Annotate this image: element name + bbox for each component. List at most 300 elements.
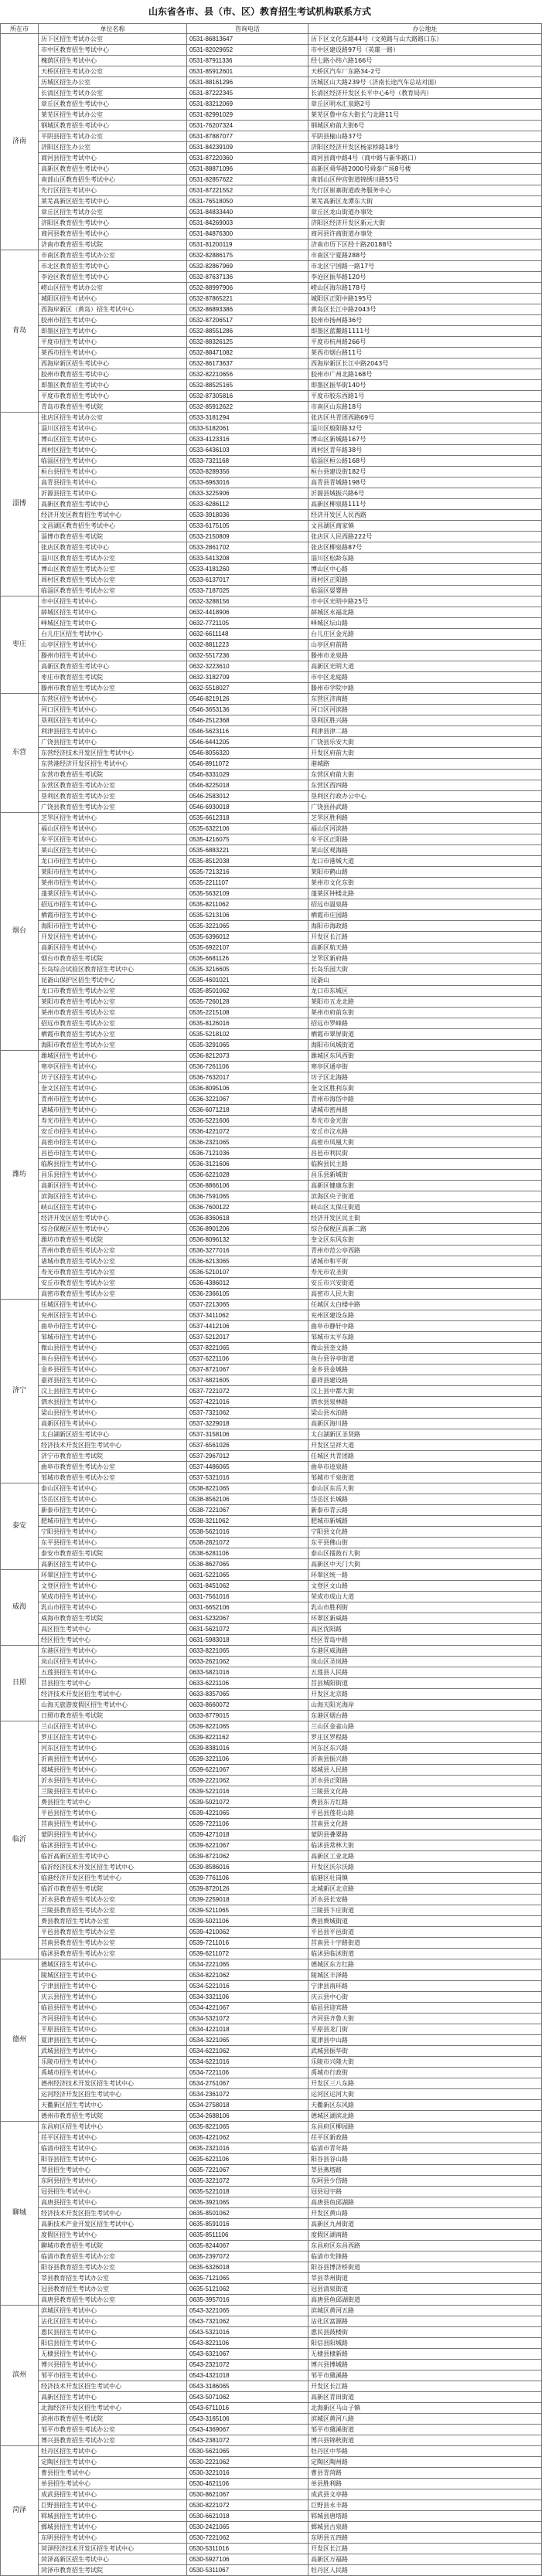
unit-name-cell: 兰陵县教育招生考试办公室 (39, 1905, 187, 1916)
address-cell: 张店区共青团西路69号 (308, 413, 542, 423)
unit-name-cell: 高新区招生考试中心 (39, 943, 187, 953)
address-cell: 周村区正阳路 (308, 575, 542, 586)
phone-cell: 0532-86173637 (187, 359, 308, 369)
phone-cell: 0537-4221016 (187, 1397, 308, 1408)
unit-name-cell: 市南区教育招生考试办公室 (39, 250, 187, 261)
table-row (1, 1776, 542, 1786)
address-cell: 莒南县文化路 (308, 1819, 542, 1830)
phone-cell: 0543-4369067 (187, 2425, 308, 2435)
phone-cell: 0537-7321062 (187, 1408, 308, 1419)
address-cell: 高新区青田街道 (308, 2392, 542, 2403)
table-row (1, 1008, 542, 1018)
table-row (1, 1505, 542, 1516)
address-cell: 青州市范公亭西路 (308, 1246, 542, 1256)
address-cell: 张店区人民西路222号 (308, 532, 542, 542)
table-row (1, 2143, 542, 2154)
phone-cell: 0538-8562106 (187, 1494, 308, 1505)
table-row (1, 1873, 542, 1884)
phone-cell: 0536-5210107 (187, 1267, 308, 1278)
phone-cell: 0635-6221106 (187, 2154, 308, 2165)
table-row (1, 1148, 542, 1159)
table-row (1, 1440, 542, 1451)
table-row (1, 553, 542, 564)
address-cell: 冠县冠宇路 (308, 2187, 542, 2197)
address-cell: 开发区北京路 (308, 1689, 542, 1700)
unit-name-cell: 昌乐县招生考试中心 (39, 1170, 187, 1181)
unit-name-cell: 枣庄市教育招生考试院 (39, 672, 187, 683)
table-row (1, 1981, 542, 1992)
phone-cell: 0543-2381072 (187, 2435, 308, 2446)
address-cell: 牡丹区中华路 (308, 2446, 542, 2457)
table-row (1, 586, 542, 596)
unit-name-cell: 滕州市教育招生考试办公室 (39, 683, 187, 694)
table-row (1, 326, 542, 337)
table-row (1, 1516, 542, 1527)
unit-name-cell: 开发区招生考试中心 (39, 932, 187, 943)
phone-cell: 0536-7632017 (187, 1072, 308, 1083)
unit-name-cell: 淄川区教育招生考试办公室 (39, 553, 187, 564)
address-cell: 鱼台县谷亭街道 (308, 1354, 542, 1364)
unit-name-cell: 诸城市教育招生考试办公室 (39, 1256, 187, 1267)
table-row (1, 1905, 542, 1916)
phone-cell: 0537-2213065 (187, 1300, 308, 1310)
table-row (1, 683, 542, 694)
phone-cell: 0531-84239109 (187, 142, 308, 153)
address-cell: 邹平市黛溪街道 (308, 2425, 542, 2435)
phone-cell: 0532-87206517 (187, 315, 308, 326)
phone-cell: 0532-82867969 (187, 261, 308, 272)
unit-name-cell: 综合保税区招生考试中心 (39, 1224, 187, 1235)
unit-name-cell: 广饶县招生考试中心 (39, 737, 187, 748)
table-row (1, 488, 542, 499)
phone-cell: 0531-86813647 (187, 34, 308, 45)
phone-cell: 0534-2221065 (187, 1959, 308, 1970)
address-cell: 任城区共青团路 (308, 1451, 542, 1462)
address-cell: 阳谷县谷山路 (308, 2154, 542, 2165)
address-cell: 曹县青菏路 (308, 2468, 542, 2479)
address-cell: 临淄区晏婴路 (308, 586, 542, 596)
address-cell: 东港区威海路 (308, 1646, 542, 1657)
phone-cell: 0539-8221162 (187, 1732, 308, 1743)
address-cell: 高区沈阳路 (308, 1624, 542, 1635)
address-cell: 广饶县乐安大街 (308, 737, 542, 748)
unit-name-cell: 天桥区招生考试办公室 (39, 66, 187, 77)
address-cell: 东港区烟台路 (308, 1711, 542, 1721)
address-cell: 高新区航天路 (308, 943, 542, 953)
phone-cell: 0532-86893386 (187, 304, 308, 315)
phone-cell: 0535-6922107 (187, 943, 308, 953)
address-cell: 莱芜区鲁中东大街长勺北路11号 (308, 110, 542, 121)
table-row (1, 1678, 542, 1689)
table-row (1, 694, 542, 705)
address-cell: 微山县奎文路 (308, 1343, 542, 1354)
address-cell: 开发区黄山路 (308, 2208, 542, 2219)
table-row (1, 2014, 542, 2024)
address-cell: 新泰市青云路 (308, 1505, 542, 1516)
unit-name-cell: 市中区招生考试中心 (39, 596, 187, 607)
unit-name-cell: 招远市招生考试中心 (39, 899, 187, 910)
table-row (1, 1786, 542, 1797)
phone-cell: 0535-7213216 (187, 867, 308, 878)
phone-cell: 0533-2150809 (187, 532, 308, 542)
page-title: 山东省各市、县（市、区）教育招生考试机构联系方式 (148, 6, 371, 17)
address-cell: 泰山区擂鼓石大街 (308, 1548, 542, 1559)
table-row (1, 1419, 542, 1429)
address-cell: 开发区三八东路 (308, 2078, 542, 2089)
phone-cell: 0530-4621106 (187, 2479, 308, 2489)
table-row (1, 1895, 542, 1905)
address-cell: 南部山区仲宫街道锦绣川路55号 (308, 175, 542, 185)
table-row (1, 2479, 542, 2489)
address-cell: 市南区宁夏路288号 (308, 250, 542, 261)
address-cell: 环翠区新威路 (308, 1613, 542, 1624)
table-row (1, 748, 542, 759)
address-cell: 东阿县少岱路 (308, 2176, 542, 2187)
address-cell: 平邑县平邑街道 (308, 1927, 542, 1938)
address-cell: 文登区文山路 (308, 1581, 542, 1592)
unit-name-cell: 经济开发区教育招生考试中心 (39, 510, 187, 521)
address-cell: 沂水县长安路 (308, 1895, 542, 1905)
table-row (1, 240, 542, 250)
table-row (1, 1429, 542, 1440)
table-row (1, 2316, 542, 2327)
address-cell: 龙口市港城大道 (308, 856, 542, 867)
unit-name-cell: 菏泽经济技术开发区招生考试中心 (39, 2544, 187, 2554)
table-row (1, 2284, 542, 2295)
table-row (1, 1992, 542, 2003)
address-cell: 阳信县阳城路 (308, 2338, 542, 2349)
table-row (1, 1711, 542, 1721)
phone-cell: 0536-5221606 (187, 1116, 308, 1127)
phone-cell: 0632-8811223 (187, 640, 308, 651)
unit-name-cell: 茌平区招生考试中心 (39, 2133, 187, 2143)
table-row (1, 2165, 542, 2176)
phone-cell: 0534-8221062 (187, 1970, 308, 1981)
address-cell: 德城区湖滨北路 (308, 2111, 542, 2122)
phone-cell: 0633-5821016 (187, 1667, 308, 1678)
address-cell: 郓城县唐塔路 (308, 2511, 542, 2522)
table-row (1, 315, 542, 326)
address-cell: 济南市历下区经十路20188号 (308, 240, 542, 250)
address-cell: 莘县莘州街道 (308, 2273, 542, 2284)
unit-name-cell: 寿光市教育招生考试办公室 (39, 1267, 187, 1278)
unit-name-cell: 阳谷县招生考试中心 (39, 2154, 187, 2165)
table-row (1, 1754, 542, 1765)
unit-name-cell: 张店区教育招生考试中心 (39, 542, 187, 553)
unit-name-cell: 临沭县教育招生考试办公室 (39, 1949, 187, 1959)
phone-cell: 0546-8219126 (187, 694, 308, 705)
phone-cell: 0635-5221018 (187, 2187, 308, 2197)
table-row (1, 2122, 542, 2133)
address-cell: 福山区河滨路 (308, 824, 542, 834)
address-cell: 济阳区经济开发区新元大街 (308, 218, 542, 229)
phone-cell: 0537-6821605 (187, 1375, 308, 1386)
address-cell: 邹城市太平东路 (308, 1332, 542, 1343)
unit-name-cell: 泰安市教育招生考试院 (39, 1548, 187, 1559)
phone-cell: 0538-3211062 (187, 1516, 308, 1527)
phone-cell: 0539-5221016 (187, 1786, 308, 1797)
phone-cell: 0635-7121065 (187, 2273, 308, 2284)
phone-cell: 0536-7591065 (187, 1191, 308, 1202)
city-cell: 威海 (1, 1570, 39, 1646)
address-cell: 任城区太白楼中路 (308, 1300, 542, 1310)
phone-cell: 0635-8591016 (187, 2219, 308, 2230)
phone-cell: 0531-84269003 (187, 218, 308, 229)
address-cell: 茌平区新政路 (308, 2133, 542, 2143)
unit-name-cell: 招远市教育招生考试办公室 (39, 1018, 187, 1029)
table-row (1, 1570, 542, 1581)
phone-cell: 0535-3221065 (187, 921, 308, 932)
address-cell: 兰陵县文化路 (308, 1786, 542, 1797)
table-row (1, 2403, 542, 2414)
unit-name-cell: 市中区教育招生考试中心 (39, 45, 187, 56)
unit-name-cell: 胶州市招生考试中心 (39, 315, 187, 326)
address-cell: 奎文区东风东街 (308, 1235, 542, 1246)
table-row (1, 272, 542, 283)
table-row (1, 2544, 542, 2554)
address-cell: 高新区舜华路2000号舜泰广场8号楼 (308, 164, 542, 175)
unit-name-cell: 德城区招生考试中心 (39, 1959, 187, 1970)
table-row (1, 250, 542, 261)
unit-name-cell: 临淄区教育招生考试办公室 (39, 586, 187, 596)
table-row (1, 2230, 542, 2241)
unit-name-cell: 山亭区招生考试中心 (39, 640, 187, 651)
address-cell: 高新区九州街道 (308, 2219, 542, 2230)
unit-name-cell: 平度市教育招生考试中心 (39, 391, 187, 402)
address-cell: 经济开发区人民西路 (308, 510, 542, 521)
address-cell: 梁山县水泊路 (308, 1408, 542, 1419)
address-cell: 陵城区丰泽路 (308, 1970, 542, 1981)
address-cell: 莘县燕塔路 (308, 2165, 542, 2176)
unit-name-cell: 泰山区招生考试中心 (39, 1483, 187, 1494)
address-cell: 垦利区行政办公中心 (308, 791, 542, 802)
unit-name-cell: 东营区教育招生考试办公室 (39, 780, 187, 791)
address-cell: 曲阜市逵泉路 (308, 1462, 542, 1473)
phone-cell: 0533-6175105 (187, 521, 308, 532)
city-cell: 枣庄 (1, 596, 39, 694)
phone-cell: 0534-5221016 (187, 1981, 308, 1992)
table-row (1, 1072, 542, 1083)
phone-cell: 0530-8621067 (187, 2489, 308, 2500)
phone-cell: 0635-2321016 (187, 2143, 308, 2154)
unit-name-cell: 历城区招生办公室 (39, 77, 187, 88)
table-row (1, 1170, 542, 1181)
table-header-row (1, 24, 542, 34)
address-cell: 岱岳区长城路 (308, 1494, 542, 1505)
table-row (1, 1451, 542, 1462)
table-row (1, 629, 542, 640)
unit-name-cell: 先行区招生考试中心 (39, 185, 187, 196)
table-row (1, 953, 542, 964)
unit-name-cell: 费县招生考试中心 (39, 1797, 187, 1808)
phone-cell: 0536-7600122 (187, 1202, 308, 1213)
unit-name-cell: 济南市教育招生考试院 (39, 240, 187, 250)
phone-cell: 0539-5021072 (187, 1797, 308, 1808)
unit-name-cell: 沂南县招生考试中心 (39, 1754, 187, 1765)
phone-cell: 0543-5071062 (187, 2392, 308, 2403)
unit-name-cell: 岱岳区招生考试中心 (39, 1494, 187, 1505)
unit-name-cell: 夏津县招生考试中心 (39, 2035, 187, 2046)
table-row (1, 1624, 542, 1635)
address-cell: 诸城市和平街 (308, 1256, 542, 1267)
table-row (1, 910, 542, 921)
address-cell: 综合保税区高新二路 (308, 1224, 542, 1235)
address-cell: 滕州市学院中路 (308, 683, 542, 694)
unit-name-cell: 博山区教育招生考试办公室 (39, 564, 187, 575)
address-cell: 高唐县鱼邱湖街道 (308, 2295, 542, 2306)
phone-cell: 0539-2221062 (187, 1776, 308, 1786)
unit-name-cell: 城阳区招生考试中心 (39, 294, 187, 304)
unit-name-cell: 高密市教育招生考试办公室 (39, 1289, 187, 1300)
table-row (1, 1386, 542, 1397)
table-row (1, 2089, 542, 2100)
address-cell: 周村区青年路38号 (308, 445, 542, 456)
unit-name-cell: 商河县教育招生考试中心 (39, 229, 187, 240)
phone-cell: 0531-82991029 (187, 110, 308, 121)
phone-cell: 0543-6711016 (187, 2403, 308, 2414)
address-cell: 度假区湖南路 (308, 2230, 542, 2241)
phone-cell: 0635-2397072 (187, 2251, 308, 2262)
phone-cell: 0537-5321016 (187, 1473, 308, 1483)
table-row (1, 1581, 542, 1592)
city-cell: 淄博 (1, 413, 39, 596)
address-cell: 武城县振华街 (308, 2046, 542, 2057)
table-row (1, 1797, 542, 1808)
address-cell: 莱西市烟台路11号 (308, 348, 542, 359)
phone-cell: 0537-3411062 (187, 1310, 308, 1321)
table-row (1, 2187, 542, 2197)
unit-name-cell: 北海经济开发区招生考试中心 (39, 2403, 187, 2414)
address-cell: 平度市杭州路266号 (308, 337, 542, 348)
phone-cell: 0532-88525165 (187, 380, 308, 391)
address-cell: 临清市先锋路 (308, 2251, 542, 2262)
phone-cell: 0535-6883221 (187, 845, 308, 856)
phone-cell: 0531-88161296 (187, 77, 308, 88)
unit-name-cell: 东昌府区招生考试中心 (39, 2122, 187, 2133)
address-cell: 金乡县金城路 (308, 1364, 542, 1375)
table-row (1, 1256, 542, 1267)
phone-cell: 0536-7121036 (187, 1148, 308, 1159)
address-cell: 黄岛区长江中路2043号 (308, 304, 542, 315)
address-cell: 平邑县莲花山路 (308, 1808, 542, 1819)
address-cell: 即墨区蓝鳌路1111号 (308, 326, 542, 337)
unit-name-cell: 高新区教育招生考试中心 (39, 499, 187, 510)
table-row (1, 542, 542, 553)
phone-cell: 0535-5632109 (187, 889, 308, 899)
unit-name-cell: 长岛综合试验区教育招生考试中心 (39, 964, 187, 975)
address-cell: 临港区壮岗镇 (308, 1873, 542, 1884)
phone-cell: 0534-6221062 (187, 2046, 308, 2057)
city-cell: 东营 (1, 694, 39, 813)
unit-name-cell: 东营港经济开发区招生考试中心 (39, 759, 187, 770)
unit-name-cell: 德州经济技术开发区招生考试中心 (39, 2078, 187, 2089)
table-row (1, 2338, 542, 2349)
address-cell: 高新区海川路 (308, 1419, 542, 1429)
address-cell: 桓台县建设街182号 (308, 467, 542, 477)
address-cell: 运河区运河大街 (308, 2089, 542, 2100)
address-cell: 坊子区北海路 (308, 1072, 542, 1083)
unit-name-cell: 东阿县招生考试中心 (39, 2176, 187, 2187)
table-row (1, 575, 542, 586)
unit-name-cell: 罗庄区招生考试中心 (39, 1732, 187, 1743)
phone-cell: 0534-3221065 (187, 2035, 308, 2046)
address-cell: 兰山区金雀山路 (308, 1721, 542, 1732)
address-cell: 东昌府区东昌西路 (308, 2241, 542, 2251)
phone-cell: 0539-5021106 (187, 1916, 308, 1927)
phone-cell: 0635-5121062 (187, 2284, 308, 2295)
unit-name-cell: 肥城市招生考试中心 (39, 1516, 187, 1527)
address-cell: 宁津县南环路 (308, 1981, 542, 1992)
table-row (1, 110, 542, 121)
unit-name-cell: 惠民县招生考试中心 (39, 2327, 187, 2338)
table-row (1, 2327, 542, 2338)
table-row (1, 705, 542, 715)
unit-name-cell: 高青县招生考试中心 (39, 477, 187, 488)
address-cell: 郯城县人民路 (308, 1765, 542, 1776)
unit-name-cell: 禹城市招生考试中心 (39, 2068, 187, 2078)
table-row (1, 661, 542, 672)
unit-name-cell: 无棣县招生考试中心 (39, 2349, 187, 2360)
unit-name-cell: 市北区教育招生考试中心 (39, 261, 187, 272)
address-cell: 博兴县博城路 (308, 2360, 542, 2370)
phone-cell: 0535-4601021 (187, 975, 308, 986)
phone-cell: 0536-6071218 (187, 1105, 308, 1116)
address-cell: 肥城市新城路 (308, 1516, 542, 1527)
city-cell: 济南 (1, 34, 39, 250)
unit-name-cell: 钢城区教育招生考试中心 (39, 121, 187, 131)
unit-name-cell: 沂水县招生考试中心 (39, 1776, 187, 1786)
table-row (1, 1559, 542, 1570)
table-row (1, 1743, 542, 1754)
table-row (1, 1062, 542, 1072)
unit-name-cell: 长清区招生考试办公室 (39, 88, 187, 99)
unit-name-cell: 博兴县教育招生考试办公室 (39, 2435, 187, 2446)
phone-cell: 0533-7187025 (187, 586, 308, 596)
address-cell: 临沭县临沭街道 (308, 1949, 542, 1959)
address-cell: 汶上县中都大街 (308, 1386, 542, 1397)
phone-cell: 0539-4210062 (187, 1927, 308, 1938)
unit-name-cell: 莱阳市招生考试中心 (39, 867, 187, 878)
table-row (1, 997, 542, 1008)
unit-name-cell: 平邑县招生考试中心 (39, 1808, 187, 1819)
address-cell: 宁阳县文化路 (308, 1527, 542, 1538)
address-cell: 乳山市胜利街 (308, 1602, 542, 1613)
phone-cell: 0539-6211072 (187, 1949, 308, 1959)
address-cell: 薛城区永福北路 (308, 607, 542, 618)
unit-name-cell: 平阴县招生考试办公室 (39, 131, 187, 142)
phone-cell: 0534-2361072 (187, 2089, 308, 2100)
address-cell: 莱州市文化东街 (308, 878, 542, 889)
header-unit-name: 单位名称 (39, 24, 187, 34)
unit-name-cell: 经区招生考试中心 (39, 1635, 187, 1646)
unit-name-cell: 临沂高新区招生考试中心 (39, 1851, 187, 1862)
table-row (1, 715, 542, 726)
address-cell: 芝罘区新府路 (308, 953, 542, 964)
table-row (1, 878, 542, 889)
table-row (1, 499, 542, 510)
table-row (1, 1938, 542, 1949)
address-cell: 惠民县鼓楼街 (308, 2327, 542, 2338)
table-row (1, 607, 542, 618)
unit-name-cell: 冠县教育招生考试办公室 (39, 2284, 187, 2295)
table-row (1, 1592, 542, 1602)
unit-name-cell: 泗水县招生考试中心 (39, 1397, 187, 1408)
address-cell: 巨野县永丰路 (308, 2500, 542, 2511)
table-row (1, 2241, 542, 2251)
unit-name-cell: 莱芜高新区招生考试中心 (39, 196, 187, 207)
table-row (1, 770, 542, 780)
address-cell: 寒亭区通亭街 (308, 1062, 542, 1072)
